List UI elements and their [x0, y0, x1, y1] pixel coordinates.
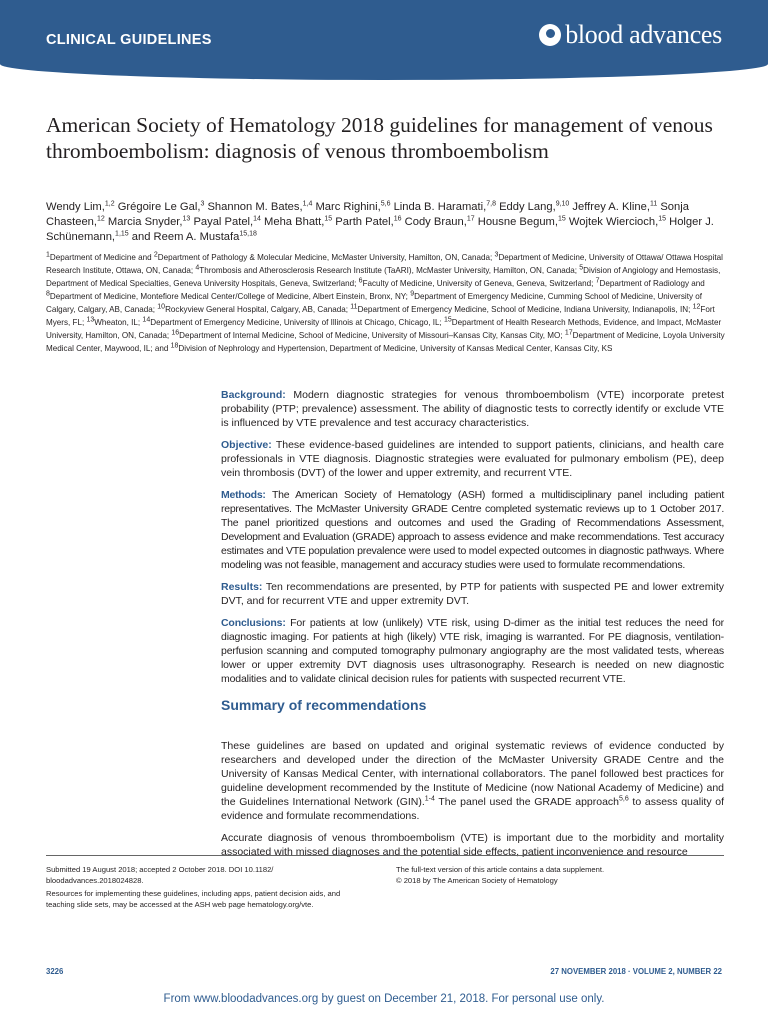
affiliation: Rockyview General Hospital, Calgary, AB, Canada; — [165, 305, 351, 314]
journal-brand[interactable] — [539, 20, 722, 50]
author: Marc Righini, — [315, 201, 381, 213]
affiliation-number: 15 — [443, 316, 452, 324]
affiliation: Department of Health Research Methods, Evidence, and Impact, McMaster University, Hamilton, ON, Canada; — [46, 318, 722, 340]
affiliation-number: 10 — [157, 303, 166, 311]
affiliation-number: 14 — [142, 316, 151, 324]
author: Grégoire Le Gal, — [117, 201, 201, 213]
affiliation-number: 12 — [692, 303, 701, 311]
affiliation: Department of Emergency Medicine, School of Medicine, Indiana University, Indianapolis, IN; — [357, 305, 693, 314]
footnote-divider — [46, 855, 724, 856]
affiliation: Division of Nephrology and Hypertension, Department of Medicine, University of Kansas Medical Center, Kansas City, KS — [178, 344, 613, 353]
author: Jeffrey A. Kline, — [572, 201, 650, 213]
affiliation-number: 11 — [350, 303, 358, 311]
author: Wendy Lim, — [46, 201, 105, 213]
affiliation-number: 1 — [46, 251, 50, 259]
issue-info: 27 NOVEMBER 2018 · VOLUME 2, NUMBER 22 — [550, 967, 722, 976]
author-affiliation-ref: 1,15 — [115, 230, 129, 238]
affiliation: Department of Internal Medicine, School of Medicine, University of Missouri–Kansas City, Kansas City, MO; — [179, 331, 565, 340]
author-affiliation-ref: 1,2 — [104, 200, 115, 208]
copyright-note: © 2018 by The American Society of Hematology — [396, 876, 558, 885]
affiliation: Department of Medicine, Montefiore Medical Center/College of Medicine, Albert Einstein, Bronx, NY; — [49, 292, 411, 301]
author-list — [46, 200, 726, 245]
author: Linda B. Haramati, — [393, 201, 487, 213]
author: Parth Patel, — [335, 216, 394, 228]
affiliation: Thrombosis and Atherosclerosis Research Institute (TaARI), McMaster University, Hamilton, ON, Canada; — [199, 266, 580, 275]
affiliation-number: 8 — [46, 290, 50, 298]
footnotes-left — [46, 864, 366, 912]
author-affiliation-ref: 17 — [466, 215, 475, 223]
author: Eddy Lang, — [499, 201, 556, 213]
abstract-results: Results: Ten recommendations are presented, by PTP for patients with suspected PE and lower extremity DVT, and for recurrent VTE and upper extremity DVT. — [221, 581, 724, 607]
affiliation: Fort Myers, FL; — [46, 305, 715, 327]
summary-paragraph-2: Accurate diagnosis of venous thromboembolism (VTE) is important due to the morbidity and mortality associated with missed diagnoses and the potential side effects, patient inconvenience and resource — [221, 832, 724, 858]
resources-note: Resources for implementing these guidelines, including apps, patient decision aids, and teaching slide sets, may be accessed at the ASH web page hematology.org/vte. — [46, 889, 341, 909]
author: and Reem A. Mustafa — [131, 231, 240, 243]
journal-name: blood advances — [565, 20, 722, 49]
author-affiliation-ref: 7,8 — [486, 200, 496, 208]
author-affiliation-ref: 15 — [324, 215, 333, 223]
affiliation: Department of Radiology and — [599, 279, 705, 288]
affiliation-number: 4 — [195, 264, 200, 272]
author-affiliation-ref: 15 — [557, 215, 566, 223]
affiliation-number: 3 — [494, 251, 499, 259]
author-affiliation-ref: 15 — [658, 215, 667, 223]
author-affiliation-ref: 12 — [97, 215, 105, 223]
author: Wojtek Wiercioch, — [568, 216, 659, 228]
download-notice: From www.bloodadvances.org by guest on December 21, 2018. For personal use only. — [163, 993, 605, 1005]
author: Marcia Snyder, — [107, 216, 183, 228]
author: Housne Begum, — [477, 216, 558, 228]
affiliation-number: 13 — [86, 316, 95, 324]
author: Sonja Chasteen, — [46, 201, 689, 228]
abstract-objective: Objective: These evidence-based guidelines are intended to support patients, clinicians, and health care professionals in VTE diagnosis. Diagnostic strategies were evaluated for pulmonary embolism (PE), deep vein thrombosis (DVT) of the lower and upper extremity, and recurrent VTE. — [221, 439, 724, 479]
author-affiliation-ref: 16 — [393, 215, 402, 223]
summary-body — [221, 739, 724, 867]
affiliation: Department of Emergency Medicine, University of Illinois at Chicago, Chicago, IL; — [150, 318, 444, 327]
affiliation-number: 7 — [595, 277, 600, 285]
affiliation-number: 2 — [153, 251, 158, 259]
affiliation: Department of Emergency Medicine, Cumming School of Medicine, University of Calgary, Calgary, AB, Canada; — [46, 292, 702, 314]
summary-heading: Summary of recommendations — [221, 697, 427, 713]
author-affiliation-ref: 15,18 — [239, 230, 257, 238]
author-affiliation-ref: 5,6 — [380, 200, 391, 208]
affiliation-number: 16 — [171, 329, 180, 337]
affiliation: Department of Medicine and — [49, 253, 154, 262]
author-affiliation-ref: 14 — [253, 215, 261, 223]
abstract-methods: Methods: The American Society of Hematology (ASH) formed a multidisciplinary panel including patient representatives. The McMaster University GRADE Centre completed systematic reviews up to 1 October 2017. The panel prioritized questions and outcomes and used the Grading of Recommendations Assessment, Development and Evaluation (GRADE) approach to assess evidence and make recommendations. Test accuracy estimates and VTE population prevalence were used to model expected outcomes in diagnostic pathways. Where modeling was not feasible, management and accuracy studies were used to formulate recommendations. — [221, 489, 724, 571]
journal-site-link[interactable]: www.bloodadvances.org — [193, 993, 319, 1005]
author-affiliation-ref: 13 — [182, 215, 191, 223]
affiliation-number: 5 — [579, 264, 584, 272]
article-title: American Society of Hematology 2018 guidelines for management of venous thromboembolism: diagnosis of venous thromboembolism — [46, 113, 713, 163]
abstract-background: Background: Modern diagnostic strategies for venous thromboembolism (VTE) incorporate pretest probability (PTP; prevalence) assessment. The ability of diagnostic tests to correctly identify or exclude VTE is influenced by VTE prevalence and test accuracy characteristics. — [221, 389, 724, 429]
abstract — [221, 388, 724, 694]
section-label: CLINICAL GUIDELINES — [46, 32, 212, 48]
affiliation-number: 9 — [410, 290, 415, 298]
author: Meha Bhatt, — [264, 216, 325, 228]
affiliation: Department of Medicine, Loyola University Medical Center, Maywood, IL; and — [46, 331, 725, 353]
affiliation: Division of Angiology and Hemostasis, Department of Medical Specialties, Geneva University Hospitals, Geneva, Switzerland; — [46, 266, 721, 288]
affiliation: Department of Pathology & Molecular Medicine, McMaster University, Hamilton, ON, Canada; — [157, 253, 495, 262]
author: Shannon M. Bates, — [207, 201, 303, 213]
footnotes-right — [396, 864, 716, 886]
affiliations — [46, 251, 726, 355]
author: Holger J. Schünemann, — [46, 216, 714, 243]
author-affiliation-ref: 1,4 — [302, 200, 313, 208]
affiliation-number: 6 — [358, 277, 363, 285]
author-affiliation-ref: 3 — [200, 200, 205, 208]
author-affiliation-ref: 11 — [649, 200, 658, 208]
submission-note: Submitted 19 August 2018; accepted 2 October 2018. DOI 10.1182/ bloodadvances.2018024828. — [46, 865, 274, 885]
affiliation-number: 17 — [564, 329, 573, 337]
summary-paragraph-1: These guidelines are based on updated and original systematic reviews of evidence conducted by researchers and developed under the direction of the McMaster University GRADE Centre and the University of Kansas Medical Center, with international collaborators. The panel followed best practices for guideline development recommended by the Institute of Medicine (now National Academy of Medicine) and the Guidelines International Network (GIN).$^{1-4}$ The panel used the GRADE approach$^{5,6}$ to assess quality of evidence and formulate recommendations. — [221, 740, 724, 822]
author: Payal Patel, — [193, 216, 254, 228]
page-number: 3226 — [46, 967, 64, 976]
affiliation: Faculty of Medicine, University of Geneva, Geneva, Switzerland; — [362, 279, 596, 288]
affiliation-number: 18 — [170, 342, 179, 350]
journal-header-band — [0, 0, 768, 80]
affiliation: Wheaton, IL; — [94, 318, 143, 327]
affiliation: Department of Medicine, University of Ottawa/ Ottawa Hospital Research Institute, Ottawa, ON, Canada; — [46, 253, 723, 275]
blood-drop-logo-icon — [539, 24, 561, 46]
abstract-conclusions: Conclusions: For patients at low (unlikely) VTE risk, using D-dimer as the initial test reduces the need for diagnostic imaging. For patients at high (likely) VTE risk, imaging is warranted. For PE diagnosis, ventilation-perfusion scanning and computed tomography pulmonary angiography are the most validated tests, whereas lower or upper extremity DVT diagnosis uses ultrasonography. Research is needed on new diagnostic modalities and to validate clinical decision rules for patients with suspected recurrent VTE. — [221, 617, 724, 685]
author-affiliation-ref: 9,10 — [555, 200, 570, 208]
author: Cody Braun, — [404, 216, 467, 228]
supplement-note: The full-text version of this article contains a data supplement. — [396, 865, 605, 874]
